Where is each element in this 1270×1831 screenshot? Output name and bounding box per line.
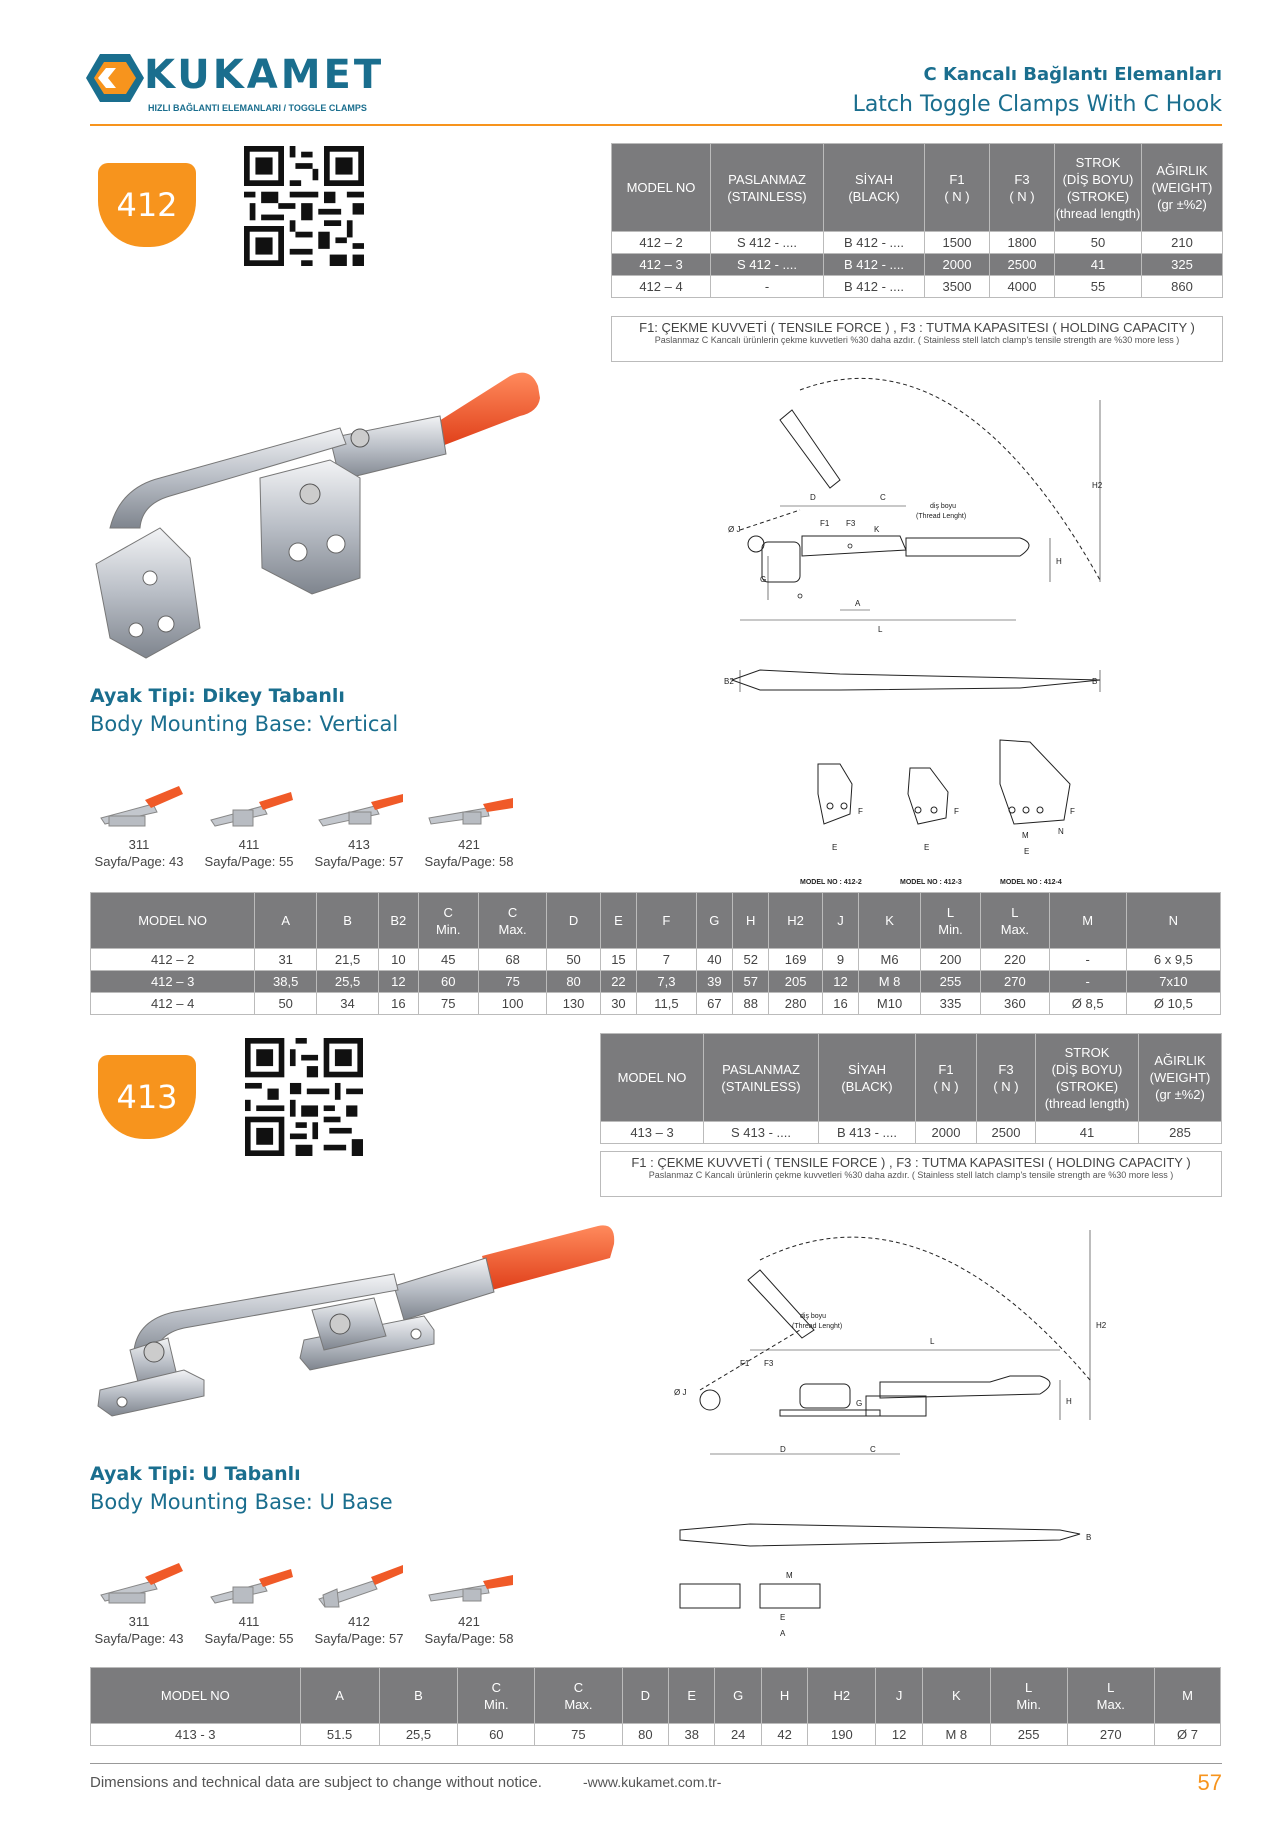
table-cell: 270 — [981, 971, 1050, 993]
col-stroke: STROK (DİŞ BOYU) (STROKE) (thread length) — [1036, 1034, 1139, 1122]
table-cell: 31 — [255, 949, 317, 971]
col-black: SİYAH (BLACK) — [824, 144, 925, 232]
svg-text:H2: H2 — [1096, 1321, 1107, 1330]
svg-text:K: K — [874, 525, 880, 534]
dim-col-header: B — [379, 1668, 458, 1724]
dim-col-header: D — [547, 893, 600, 949]
dim-col-header: L Min. — [920, 893, 980, 949]
dim-col-header: MODEL NO — [91, 1668, 301, 1724]
table-cell: 38 — [669, 1724, 715, 1746]
dimension-table-413 — [90, 1667, 1221, 1746]
svg-text:E: E — [1024, 847, 1030, 856]
related-products-412 — [84, 778, 544, 878]
mounting-type-en-412: Body Mounting Base: Vertical — [90, 712, 399, 736]
dim-label: D — [810, 493, 816, 502]
clamp-thumbnail-icon — [313, 1555, 405, 1609]
table-cell: 200 — [920, 949, 980, 971]
force-note-413: F1 : ÇEKME KUVVETİ ( TENSILE FORCE ) , F3 : TUTMA KAPASITESI ( HOLDING CAPACITY ) Paslanmaz C Kancalı ürünlerin çekme kuvvetleri %30 daha azdır. ( Stainless stell latch clamp's tensile strength are %30 more less ) — [600, 1151, 1222, 1197]
table-cell: 169 — [769, 949, 822, 971]
table-cell: 335 — [920, 993, 980, 1015]
svg-text:F: F — [1070, 807, 1075, 816]
table-cell: 12 — [378, 971, 418, 993]
table-cell: Ø 8,5 — [1049, 993, 1126, 1015]
mounting-type-tr-412: Ayak Tipi: Dikey Tabanlı — [90, 685, 345, 707]
table-cell: 360 — [981, 993, 1050, 1015]
table-cell: 75 — [478, 971, 547, 993]
table-cell: 39 — [696, 971, 732, 993]
table-cell: 270 — [1067, 1724, 1155, 1746]
table-cell: - — [1049, 971, 1126, 993]
svg-text:F1: F1 — [740, 1359, 750, 1368]
clamp-thumbnail-icon — [203, 1555, 295, 1609]
table-row: 412 – 4 - B 412 - .... 3500 4000 55 860 — [612, 276, 1223, 298]
related-product-311[interactable]: 311 Sayfa/Page: 43 — [84, 1555, 194, 1647]
related-product-411[interactable]: 411 Sayfa/Page: 55 — [194, 778, 304, 870]
table-cell: Ø 10,5 — [1126, 993, 1220, 1015]
table-row: 412 – 2 S 412 - .... B 412 - .... 1500 1800 50 210 — [612, 232, 1223, 254]
svg-text:H: H — [1066, 1397, 1072, 1406]
svg-text:F3: F3 — [764, 1359, 774, 1368]
technical-drawing-412 — [720, 360, 1120, 700]
dim-col-header: H — [761, 1668, 807, 1724]
dim-col-header: L Max. — [1067, 1668, 1155, 1724]
table-cell: 50 — [547, 949, 600, 971]
technical-drawing-413 — [660, 1200, 1140, 1640]
related-product-311[interactable]: 311 Sayfa/Page: 43 — [84, 778, 194, 870]
dim-col-header: C Max. — [535, 1668, 623, 1724]
table-cell: - — [1049, 949, 1126, 971]
dim-col-header: A — [255, 893, 317, 949]
related-products-413 — [84, 1555, 544, 1655]
col-f3: F3 ( N ) — [977, 1034, 1036, 1122]
header-title-tr: C Kancalı Bağlantı Elemanları — [923, 64, 1222, 85]
table-cell: 51.5 — [300, 1724, 379, 1746]
variant-drawings-412 — [800, 734, 1130, 890]
svg-text:M: M — [786, 1571, 793, 1580]
table-cell: 45 — [418, 949, 478, 971]
spec-table-412 — [611, 143, 1223, 298]
svg-text:C: C — [880, 493, 886, 502]
table-cell: 34 — [317, 993, 379, 1015]
dim-col-header: E — [600, 893, 636, 949]
table-cell: 15 — [600, 949, 636, 971]
table-cell: 11,5 — [637, 993, 697, 1015]
svg-text:L: L — [878, 625, 883, 634]
table-cell: 280 — [769, 993, 822, 1015]
table-cell: 25,5 — [317, 971, 379, 993]
clamp-thumbnail-icon — [423, 778, 515, 832]
dim-col-header: E — [669, 1668, 715, 1724]
mounting-type-tr-413: Ayak Tipi: U Tabanlı — [90, 1463, 301, 1485]
table-cell: 25,5 — [379, 1724, 458, 1746]
dim-col-header: L Min. — [990, 1668, 1067, 1724]
dim-col-header: G — [696, 893, 732, 949]
svg-text:A: A — [780, 1629, 786, 1638]
dim-col-header: M — [1049, 893, 1126, 949]
table-cell: 190 — [808, 1724, 876, 1746]
svg-text:Ø J: Ø J — [728, 525, 741, 534]
table-cell: 80 — [547, 971, 600, 993]
table-row — [91, 993, 1221, 1015]
table-cell: 12 — [876, 1724, 922, 1746]
table-cell: 67 — [696, 993, 732, 1015]
table-cell: 22 — [600, 971, 636, 993]
table-cell: 220 — [981, 949, 1050, 971]
table-cell: 42 — [761, 1724, 807, 1746]
svg-text:B: B — [1086, 1533, 1092, 1542]
dim-col-header: G — [715, 1668, 761, 1724]
table-cell: 57 — [733, 971, 769, 993]
table-cell: 130 — [547, 993, 600, 1015]
table-cell: 30 — [600, 993, 636, 1015]
mounting-type-en-413: Body Mounting Base: U Base — [90, 1490, 393, 1514]
related-product-421[interactable]: 421 Sayfa/Page: 58 — [414, 1555, 524, 1647]
col-stroke: STROK (DİŞ BOYU) (STROKE) (thread length) — [1055, 144, 1142, 232]
table-cell: 9 — [822, 949, 858, 971]
svg-text:diş boyu: diş boyu — [800, 1313, 827, 1320]
table-cell: 7,3 — [637, 971, 697, 993]
dim-col-header: B2 — [378, 893, 418, 949]
dim-col-header: L Max. — [981, 893, 1050, 949]
col-stainless: PASLANMAZ (STAINLESS) — [704, 1034, 819, 1122]
table-cell: 80 — [622, 1724, 668, 1746]
table-row: 413 – 3 S 413 - .... B 413 - .... 2000 2500 41 285 — [601, 1122, 1222, 1144]
table-cell: 413 - 3 — [91, 1724, 301, 1746]
dim-col-header: H2 — [808, 1668, 876, 1724]
table-cell: Ø 7 — [1155, 1724, 1221, 1746]
table-row — [91, 949, 1221, 971]
dim-col-header: B — [317, 893, 379, 949]
svg-text:E: E — [924, 843, 930, 852]
table-cell: 16 — [378, 993, 418, 1015]
footer-disclaimer: Dimensions and technical data are subject to change without notice. — [90, 1774, 542, 1791]
svg-text:F3: F3 — [846, 519, 856, 528]
dim-col-header: H — [733, 893, 769, 949]
table-cell: 60 — [418, 971, 478, 993]
table-cell: 50 — [255, 993, 317, 1015]
dim-col-header: C Min. — [418, 893, 478, 949]
table-cell: 7 — [637, 949, 697, 971]
table-cell: 205 — [769, 971, 822, 993]
table-cell: 12 — [822, 971, 858, 993]
footer-divider — [90, 1763, 1222, 1764]
header-title-en: Latch Toggle Clamps With C Hook — [852, 92, 1222, 117]
svg-text:diş boyu: diş boyu — [930, 503, 957, 510]
page-number: 57 — [1197, 1770, 1222, 1795]
dim-col-header: MODEL NO — [91, 893, 255, 949]
table-cell: 100 — [478, 993, 547, 1015]
svg-text:(Thread Lenght): (Thread Lenght) — [792, 1323, 843, 1330]
svg-text:E: E — [832, 843, 838, 852]
table-cell: 412 – 4 — [91, 993, 255, 1015]
logo-name: KUKAMET — [144, 52, 385, 98]
logo — [86, 50, 385, 120]
clamp-thumbnail-icon — [203, 778, 295, 832]
table-row: 412 – 3 S 412 - .... B 412 - .... 2000 2500 41 325 — [612, 254, 1223, 276]
svg-text:MODEL NO : 412-3: MODEL NO : 412-3 — [900, 879, 962, 886]
clamp-thumbnail-icon — [93, 778, 185, 832]
col-model: MODEL NO — [612, 144, 711, 232]
spec-table-413 — [600, 1033, 1222, 1144]
table-cell: 88 — [733, 993, 769, 1015]
dim-col-header: J — [822, 893, 858, 949]
table-cell: 6 x 9,5 — [1126, 949, 1220, 971]
dim-col-header: K — [859, 893, 921, 949]
table-cell: 40 — [696, 949, 732, 971]
dim-col-header: F — [637, 893, 697, 949]
table-cell: 68 — [478, 949, 547, 971]
table-cell: 412 – 3 — [91, 971, 255, 993]
svg-text:C: C — [870, 1445, 876, 1454]
svg-text:MODEL NO : 412-2: MODEL NO : 412-2 — [800, 879, 862, 886]
col-model: MODEL NO — [601, 1034, 704, 1122]
table-cell: 21,5 — [317, 949, 379, 971]
col-weight: AĞIRLIK (WEIGHT) (gr ±%2) — [1139, 1034, 1222, 1122]
qr-code-icon — [242, 146, 366, 266]
qr-code-icon — [243, 1038, 365, 1156]
col-f1: F1 ( N ) — [916, 1034, 977, 1122]
dim-col-header: N — [1126, 893, 1220, 949]
product-photo-412 — [90, 368, 610, 668]
table-row — [91, 1724, 1221, 1746]
table-cell: 7x10 — [1126, 971, 1220, 993]
svg-text:M: M — [1022, 831, 1029, 840]
logo-mark-icon — [86, 52, 144, 104]
related-product-421[interactable]: 421 Sayfa/Page: 58 — [414, 778, 524, 870]
svg-text:H2: H2 — [1092, 481, 1103, 490]
col-f1: F1 ( N ) — [925, 144, 990, 232]
table-cell: M6 — [859, 949, 921, 971]
svg-text:Ø J: Ø J — [674, 1388, 687, 1397]
table-cell: 255 — [990, 1724, 1067, 1746]
table-cell: 16 — [822, 993, 858, 1015]
table-cell: 38,5 — [255, 971, 317, 993]
dim-col-header: C Max. — [478, 893, 547, 949]
table-cell: 412 – 2 — [91, 949, 255, 971]
table-cell: 75 — [418, 993, 478, 1015]
svg-text:H: H — [1056, 557, 1062, 566]
svg-text:B: B — [1092, 677, 1098, 686]
dim-col-header: H2 — [769, 893, 822, 949]
footer-website[interactable]: -www.kukamet.com.tr- — [583, 1774, 722, 1790]
table-cell: 255 — [920, 971, 980, 993]
dim-col-header: K — [922, 1668, 990, 1724]
related-product-411[interactable]: 411 Sayfa/Page: 55 — [194, 1555, 304, 1647]
header-divider — [90, 124, 1222, 126]
table-cell: 24 — [715, 1724, 761, 1746]
svg-text:F: F — [954, 807, 959, 816]
table-cell: M10 — [859, 993, 921, 1015]
product-photo-413 — [94, 1220, 624, 1420]
dim-col-header: J — [876, 1668, 922, 1724]
clamp-thumbnail-icon — [423, 1555, 515, 1609]
svg-text:D: D — [780, 1445, 786, 1454]
col-f3: F3 ( N ) — [990, 144, 1055, 232]
clamp-thumbnail-icon — [93, 1555, 185, 1609]
svg-text:F1: F1 — [820, 519, 830, 528]
table-cell: 60 — [458, 1724, 535, 1746]
table-cell: 52 — [733, 949, 769, 971]
svg-text:A: A — [855, 599, 861, 608]
col-weight: AĞIRLIK (WEIGHT) (gr ±%2) — [1142, 144, 1223, 232]
table-cell: 75 — [535, 1724, 623, 1746]
svg-text:G: G — [856, 1399, 863, 1408]
clamp-thumbnail-icon — [313, 778, 405, 832]
dim-col-header: A — [300, 1668, 379, 1724]
product-badge-412: 412 — [98, 163, 196, 247]
dim-col-header: M — [1155, 1668, 1221, 1724]
product-badge-413: 413 — [98, 1055, 196, 1139]
svg-text:MODEL NO : 412-4: MODEL NO : 412-4 — [1000, 879, 1062, 886]
col-stainless: PASLANMAZ (STAINLESS) — [711, 144, 824, 232]
svg-text:L: L — [930, 1337, 935, 1346]
dim-col-header: C Min. — [458, 1668, 535, 1724]
svg-text:G: G — [760, 575, 767, 584]
col-black: SİYAH (BLACK) — [819, 1034, 916, 1122]
svg-text:(Thread Lenght): (Thread Lenght) — [916, 513, 967, 520]
table-cell: 10 — [378, 949, 418, 971]
table-cell: M 8 — [859, 971, 921, 993]
svg-text:N: N — [1058, 827, 1064, 836]
svg-text:E: E — [780, 1613, 786, 1622]
svg-text:F: F — [858, 807, 863, 816]
force-note-412: F1: ÇEKME KUVVETİ ( TENSILE FORCE ) , F3 : TUTMA KAPASITESI ( HOLDING CAPACITY ) Paslanmaz C Kancalı ürünlerin çekme kuvvetleri %30 daha azdır. ( Stainless stell latch clamp's tensile strength are %30 more less ) — [611, 316, 1223, 362]
related-product-413[interactable]: 413 Sayfa/Page: 57 — [304, 778, 414, 870]
dim-col-header: D — [622, 1668, 668, 1724]
table-cell: M 8 — [922, 1724, 990, 1746]
logo-tagline: HIZLI BAĞLANTI ELEMANLARI / TOGGLE CLAMPS — [148, 103, 367, 113]
svg-text:B2: B2 — [724, 677, 734, 686]
dimension-table-412 — [90, 892, 1221, 1015]
table-row — [91, 971, 1221, 993]
related-product-412[interactable]: 412 Sayfa/Page: 57 — [304, 1555, 414, 1647]
